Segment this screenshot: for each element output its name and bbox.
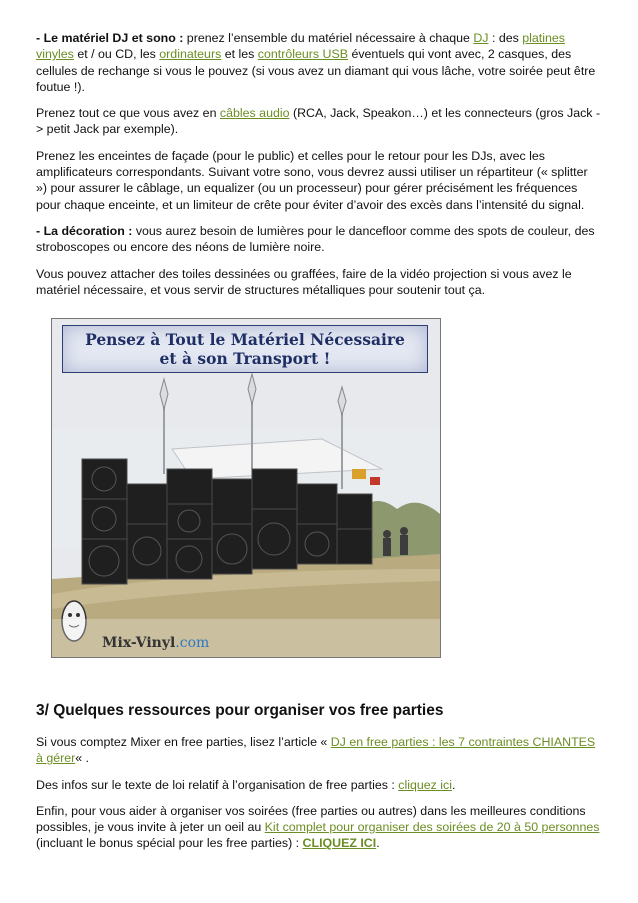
label-decoration: - La décoration : [36, 223, 133, 238]
paragraph-enceintes: Prenez les enceintes de façade (pour le public) et celles pour le retour pour les DJs, avec les amplificateurs correspondants. Suivant votre sono, vous devrez aussi utiliser un répartiteur (« splitter ») pour assurer le câblage, un equalizer (ou un processeur) pour gérer précisément les fréquences pour chaque enceinte, et un limiteur de crête pour éviter d’avoir des excès dans l’intensité du signal. [36, 148, 588, 212]
link-cliquez-ici[interactable]: cliquez ici [398, 777, 452, 792]
text-run: Prenez tout ce que vous avez en [36, 106, 220, 121]
paragraph-mixer [36, 734, 602, 767]
text-run: . [376, 836, 380, 851]
banner-line-2: et à son Transport ! [159, 349, 331, 368]
paragraph-materiel [36, 30, 602, 95]
paragraph-toiles: Vous pouvez attacher des toiles dessinées ou graffées, faire de la vidéo projection si vous avez le matériel nécessaire, et vous servir de structures métalliques pour soutenir tout ça. [36, 266, 572, 297]
mix-vinyl-watermark [102, 635, 209, 651]
text-run: . [452, 777, 456, 792]
watermark-tld: .com [175, 635, 210, 651]
paragraph-decoration [36, 223, 602, 256]
resources-body [36, 734, 602, 862]
watermark-name: Mix-Vinyl [102, 635, 176, 651]
text-run: Si vous comptez Mixer en free parties, lisez l’article « [36, 735, 331, 749]
link-cables-audio[interactable]: câbles audio [219, 106, 290, 121]
link-dj[interactable]: DJ [473, 31, 489, 45]
link-cliquez-ici-bold[interactable]: CLIQUEZ ICI [302, 836, 377, 851]
text-run: vous aurez besoin de lumières pour le dancefloor comme des spots de couleur, des stroboscopes ou encore des néons de lumière noire. [36, 223, 595, 255]
banner-line-1: Pensez à Tout le Matériel Nécessaire [85, 330, 405, 349]
paragraph-cables [36, 105, 602, 138]
link-ordinateurs[interactable]: ordinateurs [159, 47, 222, 62]
article-body [36, 30, 602, 308]
text-run: : des [488, 31, 523, 45]
label-materiel: - Le matériel DJ et sono : [36, 31, 184, 45]
text-run: et / ou CD, les [73, 47, 160, 62]
section-heading-resources: 3/ Quelques ressources pour organiser vos free parties [36, 702, 444, 719]
link-platines-vinyles[interactable]: platines vinyles [36, 31, 565, 62]
text-run: Des infos sur le texte de loi relatif à l’organisation de free parties : [36, 777, 399, 792]
text-run: (RCA, Jack, Speakon…) et les connecteurs (gros Jack -> petit Jack par exemple). [36, 106, 601, 137]
figure-banner [62, 325, 428, 373]
text-run: (incluant le bonus spécial pour les free parties) : [36, 836, 303, 851]
link-kit-complet[interactable]: Kit complet pour organiser des soirées de 20 à 50 personnes [264, 820, 600, 835]
text-run: éventuels qui vont avec, 2 casques, des cellules de rechange si vous le pouvez (si vous avez un diamant qui vous lâche, votre soirée peut être foutue !). [36, 47, 596, 94]
paragraph-kit [36, 803, 602, 852]
sound-system-photo [51, 318, 441, 658]
text-run: Enfin, pour vous aider à organiser vos soirées (free parties ou autres) dans les meilleures conditions possibles, je vous invite à jeter un oeil au [36, 803, 586, 835]
text-run: et les [221, 47, 258, 62]
link-controleurs-usb[interactable]: contrôleurs USB [257, 47, 349, 62]
paragraph-loi [36, 777, 602, 793]
text-run: prenez l’ensemble du matériel nécessaire à chaque [183, 31, 474, 45]
text-run: « . [75, 751, 90, 766]
banner-text [63, 330, 427, 368]
link-article-contraintes[interactable]: DJ en free parties : les 7 contraintes CHIANTES à gérer [36, 735, 596, 766]
